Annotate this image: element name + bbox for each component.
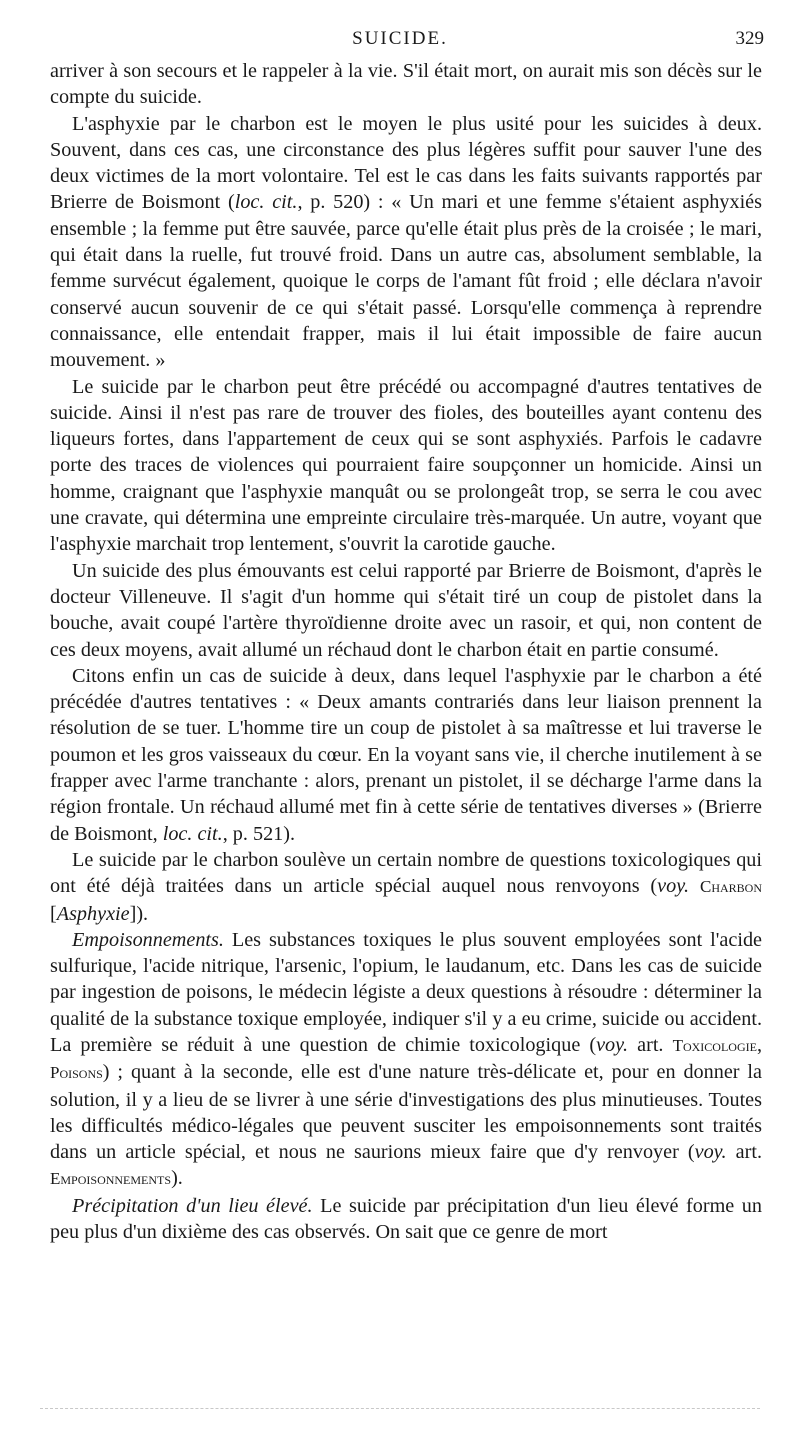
body-text <box>50 58 762 1245</box>
text-run: Les substances toxiques le plus souvent employées sont l'acide sulfurique, l'acide nitrique, l'arsenic, l'opium, le laudanum, etc. Dans les cas de suicide par ingestion de poisons, le médecin légiste a deux questions à résoudre : déterminer la qualité de la substance toxique employée, indiquer s'il y a eu crime, suicide ou accident. La première se réduit à une question de chimie toxicologique ( <box>50 928 762 1056</box>
paragraph <box>50 558 762 663</box>
text-run: ). <box>171 1167 183 1190</box>
text-run: ) ; quant à la seconde, elle est d'une nature très-délicate et, pour en donner la solution, il y a lieu de se livrer à une série d'investigations des plus minutieuses. Toutes les difficultés médico-légales que peuvent susciter les empoisonnements sont traités dans un article spécial, et nous ne saurions mieux faire que d'y renvoyer ( <box>50 1061 762 1164</box>
text-run: ]). <box>129 902 149 925</box>
text-run: L'asphyxie par le charbon est le moyen le plus usité pour les suicides à deux. Souvent, dans ces cas, une circonstance des plus légères suffit pour sauver l'une des deux victimes de la mort volontaire. Tel est le cas dans les faits suivants rapportés par Brierre de Boismont ( <box>50 112 762 214</box>
text-run <box>689 875 700 897</box>
text-run: , <box>756 1033 762 1056</box>
italic-text: voy. <box>596 1033 629 1056</box>
text-run: art. <box>726 1141 762 1164</box>
text-run: art. <box>628 1033 673 1056</box>
paragraph <box>50 847 762 927</box>
small-caps-text: Poisons <box>50 1063 103 1083</box>
page-number: 329 <box>735 28 764 49</box>
text-run: , p. 520) : « Un mari et une femme s'étaient asphyxiés ensemble ; la femme put être sauvée, parce qu'elle était plus près de la croisée ; le mari, qui était dans la ruelle, fut trouvé froid. Dans un autre cas, absolument semblable, la femme survécut également, quoique le corps de l'amant fût froid ; elle déclara n'avoir conservé aucun souvenir de ce qui s'était passé. Lorsqu'elle commença à reprendre connaissance, elle entendait frapper, mais il lui était impossible de faire aucun mouvement. » <box>50 191 762 372</box>
small-caps-text: Toxicologie <box>672 1035 757 1055</box>
small-caps-text: Charbon <box>699 877 762 897</box>
italic-text: Asphyxie <box>56 902 130 925</box>
paragraph <box>50 927 762 1193</box>
text-run: Un suicide des plus émouvants est celui rapporté par Brierre de Boismont, d'après le docteur Villeneuve. Il s'agit d'un homme qui s'était tiré un coup de pistolet dans la bouche, avait coupé l'artère thyroïdienne droite avec un rasoir, et qui, non content de ces deux moyens, avait allumé un réchaud dont le charbon était en partie consumé. <box>50 559 762 661</box>
text-run: Citons enfin un cas de suicide à deux, dans lequel l'asphyxie par le charbon a été précédée d'autres tentatives : « Deux amants contrariés dans leur liaison prennent la résolution de se tuer. L'homme tire un coup de pistolet à sa maîtresse et lui traverse le poumon et les gros vaisseaux du cœur. En la voyant sans vie, il cherche inutilement à se frapper avec l'arme tranchante : alors, prenant un pistolet, il se décharge l'arme dans la région frontale. Un réchaud allumé met fin à cette série de tentatives diverses » (Brierre de Boismont, <box>50 664 762 845</box>
italic-text: loc. cit. <box>234 191 298 214</box>
italic-text: voy. <box>694 1141 727 1164</box>
paragraph <box>50 1193 762 1246</box>
text-run: Le suicide par le charbon peut être précédé ou accompagné d'autres tentatives de suicide. Ainsi il n'est pas rare de trouver des fioles, des bouteilles ayant contenu des liqueurs fortes, dans l'appartement de ceux qui se sont asphyxiés. Parfois le cadavre porte des traces de violences qui pourraient faire soupçonner un homicide. Ainsi un homme, craignant que l'asphyxie manquât ou se prolongeât trop, se serra le cou avec une cravate, qui détermina une empreinte circulaire très-marquée. Un autre, voyant que l'asphyxie marchait trop lentement, s'ouvrit la carotide gauche. <box>50 375 762 556</box>
small-caps-text: Empoisonnements <box>50 1169 172 1189</box>
text-run: , p. 521). <box>222 822 296 845</box>
italic-text: voy. <box>657 875 690 898</box>
italic-text: Empoisonnements. <box>72 928 224 951</box>
italic-text: loc. cit. <box>162 822 223 845</box>
paragraph <box>50 58 762 111</box>
paragraph <box>50 374 762 558</box>
page-header <box>30 28 770 54</box>
text-run: Le suicide par le charbon soulève un certain nombre de questions toxicologiques qui ont été déjà traitées dans un article spécial auquel nous renvoyons ( <box>50 848 762 898</box>
paragraph <box>50 111 762 374</box>
text-run: Le suicide par précipitation d'un lieu élevé forme un peu plus d'un dixième des cas observés. On sait que ce genre de mort <box>50 1194 762 1244</box>
running-title: SUICIDE. <box>352 28 448 49</box>
text-run: [ <box>50 902 57 925</box>
text-run: arriver à son secours et le rappeler à la vie. S'il était mort, on aurait mis son décès sur le compte du suicide. <box>50 60 762 109</box>
italic-text: Précipitation d'un lieu élevé. <box>72 1194 313 1217</box>
paragraph <box>50 663 762 847</box>
footer-rule <box>40 1408 760 1409</box>
